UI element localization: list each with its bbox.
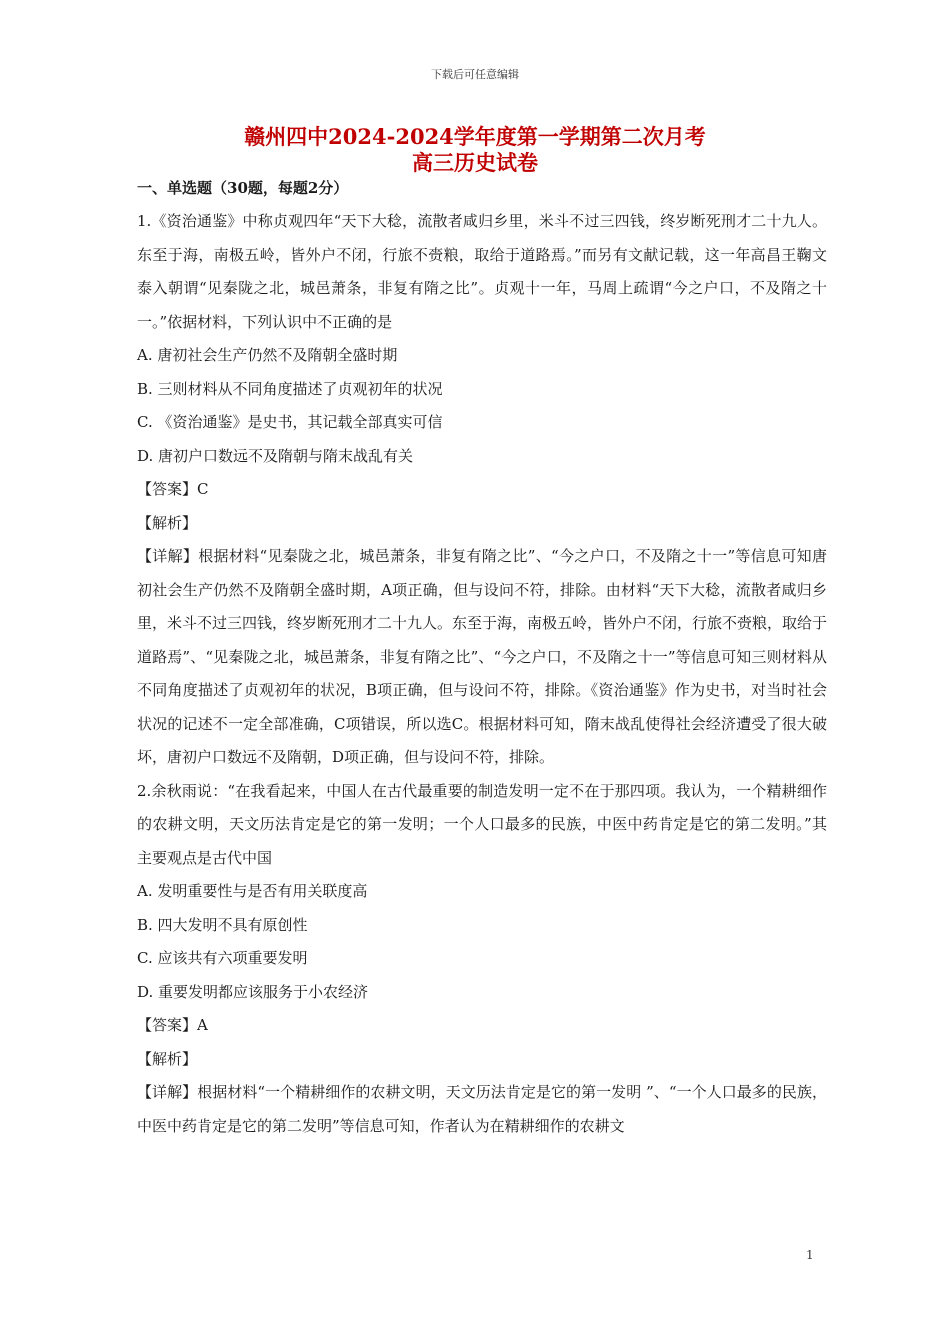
question-2-option-a: A. 发明重要性与是否有用关联度高 <box>137 882 368 900</box>
question-2-option-b: B. 四大发明不具有原创性 <box>137 915 308 934</box>
question-2-option-d: D. 重要发明都应该服务于小农经济 <box>137 982 369 1001</box>
exam-title: 赣州四中2024-2024学年度第一学期第二次月考 <box>244 124 706 149</box>
question-1-option-c: C. 《资治通鉴》是史书，其记载全部真实可信 <box>137 413 443 431</box>
question-1-answer: 【答案】C <box>137 480 209 498</box>
question-2-analysis-label: 【解析】 <box>137 1049 198 1068</box>
question-1-option-d: D. 唐初户口数远不及隋朝与隋末战乱有关 <box>137 446 414 465</box>
question-2-answer: 【答案】A <box>137 1016 208 1034</box>
question-1-stem: 1.《资治通鉴》中称贞观四年“天下大稔，流散者咸归乡里，米斗不过三四钱，终岁断死刑才二十九人。东至于海，南极五岭，皆外户不闭，行旅不赍粮，取给于道路焉。”而另有文献记载，这一年高昌王鞠文泰入朝谓“见秦陇之北，城邑萧条，非复有隋之比”。贞观十一年，马周上疏谓“今之户口，不及隋之十一。”依据材料，下列认识中不正确的是 <box>137 212 827 331</box>
question-1-option-a: A. 唐初社会生产仍然不及隋朝全盛时期 <box>137 346 398 364</box>
header-note: 下载后可任意编辑 <box>431 68 519 81</box>
question-1-detail: 【详解】根据材料“见秦陇之北，城邑萧条，非复有隋之比”、“今之户口，不及隋之十一”等信息可知唐初社会生产仍然不及隋朝全盛时期，A项正确，但与设问不符，排除。由材料“天下大稔，流散者咸归乡里，米斗不过三四钱，终岁断死刑才二十九人。东至于海，南极五岭，皆外户不闭，行旅不赍粮，取给于道路焉”、“见秦陇之北，城邑萧条，非复有隋之比”、“今之户口，不及隋之十一”等信息可知三则材料从不同角度描述了贞观初年的状况，B项正确，但与设问不符，排除。《资治通鉴》作为史书，对当时社会状况的记述不一定全部准确，C项错误，所以选C。根据材料可知，隋末战乱使得社会经济遭受了很大破坏，唐初户口数远不及隋朝，D项正确，但与设问不符，排除。 <box>137 547 828 766</box>
question-2-stem: 2.余秋雨说：“在我看起来，中国人在古代最重要的制造发明一定不在于那四项。我认为，一个精耕细作的农耕文明，天文历法肯定是它的第一发明；一个人口最多的民族，中医中药肯定是它的第二发明。”其主要观点是古代中国 <box>137 781 827 867</box>
exam-subtitle: 高三历史试卷 <box>412 150 538 175</box>
question-1-option-b: B. 三则材料从不同角度描述了贞观初年的状况 <box>137 379 443 398</box>
question-2-option-c: C. 应该共有六项重要发明 <box>137 949 308 967</box>
question-1-analysis-label: 【解析】 <box>137 513 198 532</box>
question-2-detail: 【详解】根据材料“一个精耕细作的农耕文明，天文历法肯定是它的第一发明 ”、“一个人口最多的民族，中医中药肯定是它的第二发明”等信息可知，作者认为在精耕细作的农耕文 <box>137 1083 827 1135</box>
page-number: 1 <box>806 1248 814 1262</box>
document-body <box>137 205 827 1143</box>
section-heading: 一、单选题（30题，每题2分） <box>137 179 349 197</box>
